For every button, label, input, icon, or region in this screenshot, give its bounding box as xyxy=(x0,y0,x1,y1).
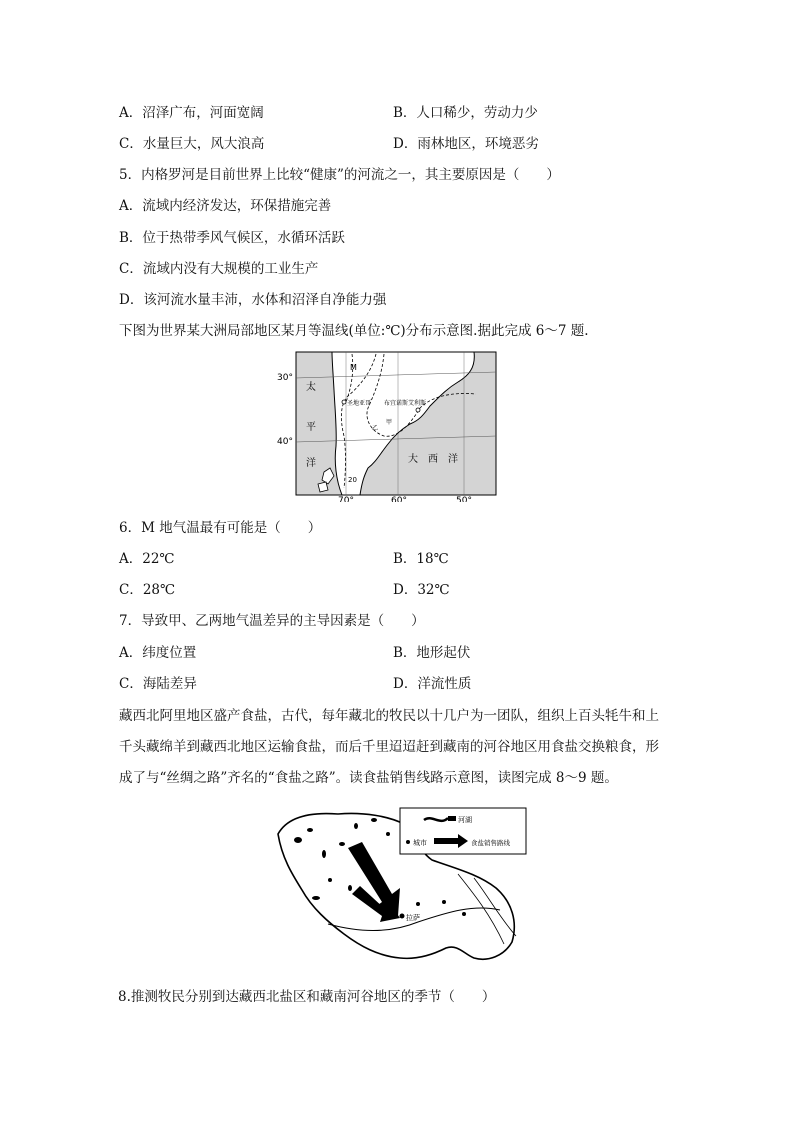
passage-line-1: 藏西北阿里地区盛产食盐，古代，每年藏北的牧民以十几户为一团队，组织上百头牦牛和上 xyxy=(119,708,659,724)
salt-route-map xyxy=(268,804,530,970)
q4-option-d: D．雨林地区，环境恶劣 xyxy=(393,136,539,152)
q5-option-b: B．位于热带季风气候区，水循环活跃 xyxy=(119,230,345,246)
map1-lat-30: 30° xyxy=(277,373,293,383)
map1-lon-60: 60° xyxy=(391,496,407,502)
map1-lon-70: 70° xyxy=(338,496,354,502)
map1-label-jia: 甲 xyxy=(386,419,393,426)
q5-stem: 5．内格罗河是目前世界上比较“健康”的河流之一，其主要原因是（ ） xyxy=(119,167,560,183)
q6-option-b: B．18℃ xyxy=(393,551,449,567)
q6-option-a: A．22℃ xyxy=(119,551,175,567)
q5-option-c: C．流域内没有大规模的工业生产 xyxy=(119,261,319,277)
legend-route-label: 食盐销售路线 xyxy=(471,839,510,847)
q4-option-a: A．沼泽广布，河面宽阔 xyxy=(119,105,264,121)
map1-pacific-2: 平 xyxy=(306,422,316,433)
map1-lat-40: 40° xyxy=(277,437,293,447)
q7-option-a: A．纬度位置 xyxy=(119,645,197,661)
legend-river-label: 河湖 xyxy=(458,816,472,824)
map1-label-m: M xyxy=(350,363,357,372)
q6-option-d: D．32℃ xyxy=(393,582,450,598)
q7-option-c: C．海陆差异 xyxy=(119,676,197,692)
q7-option-b: B．地形起伏 xyxy=(393,645,471,661)
q8-stem: 8.推测牧民分别到达藏西北盐区和藏南河谷地区的季节（ ） xyxy=(118,989,496,1005)
map1-intro: 下图为世界某大洲局部地区某月等温线(单位:℃)分布示意图.据此完成 6～7 题. xyxy=(119,323,589,339)
q6-option-c: C．28℃ xyxy=(119,582,176,598)
q7-option-d: D．洋流性质 xyxy=(393,676,472,692)
map1-pacific-1: 太 xyxy=(306,382,316,393)
q4-option-c: C．水量巨大，风大浪高 xyxy=(119,136,265,152)
q6-stem: 6．M 地气温最有可能是（ ） xyxy=(119,520,322,536)
map1-label-yi: 乙 xyxy=(372,425,379,432)
map1-city-buenos-aires: 布宜诺斯艾利斯 xyxy=(384,400,427,407)
q4-option-b: B．人口稀少，劳动力少 xyxy=(393,105,538,121)
map1-city-santiago: 圣地亚哥 xyxy=(347,400,372,407)
q5-option-a: A．流域内经济发达，环保措施完善 xyxy=(119,198,332,214)
map1-isotherm-20: 20 xyxy=(348,476,357,484)
map2-city-lhasa: 拉萨 xyxy=(406,914,420,922)
passage-line-3: 成了与“丝绸之路”齐名的“食盐之路”。读食盐销售线路示意图，读图完成 8～9 题。 xyxy=(119,770,618,786)
map1-atlantic: 大 西 洋 xyxy=(408,454,458,465)
q7-stem: 7．导致甲、乙两地气温差异的主导因素是（ ） xyxy=(119,613,425,629)
isotherm-map xyxy=(272,350,502,502)
map1-lon-50: 50° xyxy=(456,496,472,502)
map1-pacific-3: 洋 xyxy=(306,458,316,469)
legend-city-label: 城市 xyxy=(413,839,427,847)
q5-option-d: D．该河流水量丰沛，水体和沼泽自净能力强 xyxy=(119,292,387,308)
passage-line-2: 千头藏绵羊到藏西北地区运输食盐，而后千里迢迢赶到藏南的河谷地区用食盐交换粮食，形 xyxy=(119,739,659,755)
